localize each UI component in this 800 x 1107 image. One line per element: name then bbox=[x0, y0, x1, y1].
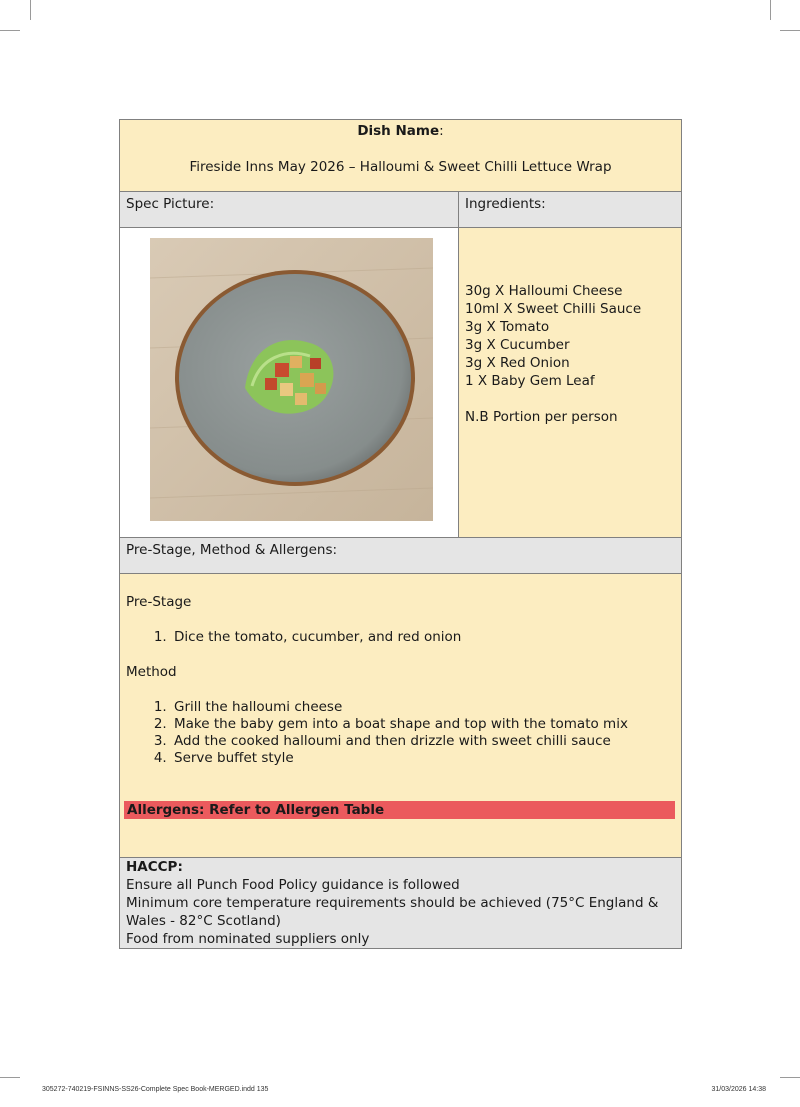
ingredients-header: Ingredients: bbox=[459, 192, 682, 228]
allergen-banner: Allergens: Refer to Allergen Table bbox=[124, 801, 675, 819]
spec-picture-header: Spec Picture: bbox=[120, 192, 459, 228]
ingredient-item: 10ml X Sweet Chilli Sauce bbox=[465, 301, 642, 317]
ingredient-item: 1 X Baby Gem Leaf bbox=[465, 373, 595, 389]
method-steps bbox=[126, 699, 675, 767]
footer-datetime: 31/03/2026 14:38 bbox=[711, 1086, 766, 1093]
crop-mark bbox=[0, 1077, 20, 1078]
haccp-line: Wales - 82°C Scotland) bbox=[126, 913, 281, 929]
method-step: 2. Make the baby gem into a boat shape and top with the tomato mix bbox=[171, 716, 675, 733]
prestage-step: 1. Dice the tomato, cucumber, and red onion bbox=[171, 629, 675, 646]
ingredient-item: 30g X Halloumi Cheese bbox=[465, 283, 623, 299]
haccp-cell bbox=[120, 858, 682, 949]
crop-mark bbox=[30, 0, 31, 20]
spec-picture-cell bbox=[120, 228, 459, 538]
method-cell bbox=[120, 574, 682, 858]
footer-file-info: 305272-740219-FSINNS-SS26-Complete Spec Book-MERGED.indd 135 bbox=[42, 1086, 269, 1093]
haccp-line: Minimum core temperature requirements should be achieved (75°C England & bbox=[126, 895, 659, 911]
dish-name-cell bbox=[120, 120, 682, 192]
crop-mark bbox=[770, 0, 771, 20]
crop-mark bbox=[780, 1077, 800, 1078]
method-step: 4. Serve buffet style bbox=[171, 750, 675, 767]
method-step: 3. Add the cooked halloumi and then drizzle with sweet chilli sauce bbox=[171, 733, 675, 750]
ingredients-cell bbox=[459, 228, 682, 538]
prestage-steps bbox=[126, 629, 675, 646]
ingredient-item: 3g X Tomato bbox=[465, 319, 550, 335]
haccp-line: Food from nominated suppliers only bbox=[126, 931, 370, 947]
dish-photo bbox=[150, 238, 433, 521]
dish-title: Fireside Inns May 2026 – Halloumi & Sweet Chilli Lettuce Wrap bbox=[189, 159, 612, 175]
spec-table bbox=[119, 119, 682, 949]
prestage-heading: Pre-Stage bbox=[126, 594, 192, 610]
haccp-line: Ensure all Punch Food Policy guidance is followed bbox=[126, 877, 460, 893]
method-heading: Method bbox=[126, 664, 177, 680]
crop-mark bbox=[780, 30, 800, 31]
ingredient-item: 3g X Red Onion bbox=[465, 355, 570, 371]
method-header: Pre-Stage, Method & Allergens: bbox=[120, 538, 682, 574]
ingredient-item: 3g X Cucumber bbox=[465, 337, 570, 353]
crop-mark bbox=[0, 30, 20, 31]
haccp-heading: HACCP: bbox=[126, 859, 183, 875]
ingredients-list bbox=[465, 282, 675, 390]
dish-name-label: Dish Name: bbox=[357, 123, 444, 139]
method-step: 1. Grill the halloumi cheese bbox=[171, 699, 675, 716]
portion-note: N.B Portion per person bbox=[465, 409, 618, 425]
